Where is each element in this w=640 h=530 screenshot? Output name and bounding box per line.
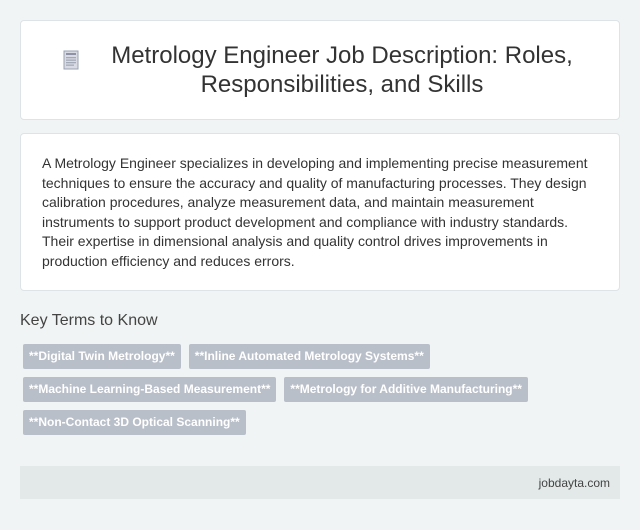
key-terms-heading: Key Terms to Know [20,312,158,329]
tag-inline-automated-metrology[interactable]: **Inline Automated Metrology Systems** [189,344,430,369]
title-card [20,20,620,120]
title-row [63,41,577,99]
tag-row [23,344,613,369]
description-card [20,133,620,291]
tag-row [23,410,613,435]
tag-row [23,377,613,402]
footer [20,466,620,499]
key-terms-tags [23,344,613,443]
description-text: A Metrology Engineer specializes in developing and implementing precise measurement techniques to ensure the accuracy and quality of manufacturing processes. They design calibration procedures, analyze measurement data, and maintain measurement instruments to support product development and compliance with industry standards. Their expertise in dimensional analysis and quality control drives improvements in production efficiency and reduces errors. [42,155,588,269]
tag-metrology-additive-manufacturing[interactable]: **Metrology for Additive Manufacturing** [284,377,528,402]
tag-digital-twin-metrology[interactable]: **Digital Twin Metrology** [23,344,181,369]
page-title: Metrology Engineer Job Description: Roles, Responsibilities, and Skills [111,42,573,98]
tag-non-contact-optical-scanning[interactable]: **Non-Contact 3D Optical Scanning** [23,410,246,435]
document-icon [63,50,79,70]
footer-site-link[interactable]: jobdayta.com [538,475,610,490]
tag-machine-learning-measurement[interactable]: **Machine Learning-Based Measurement** [23,377,276,402]
